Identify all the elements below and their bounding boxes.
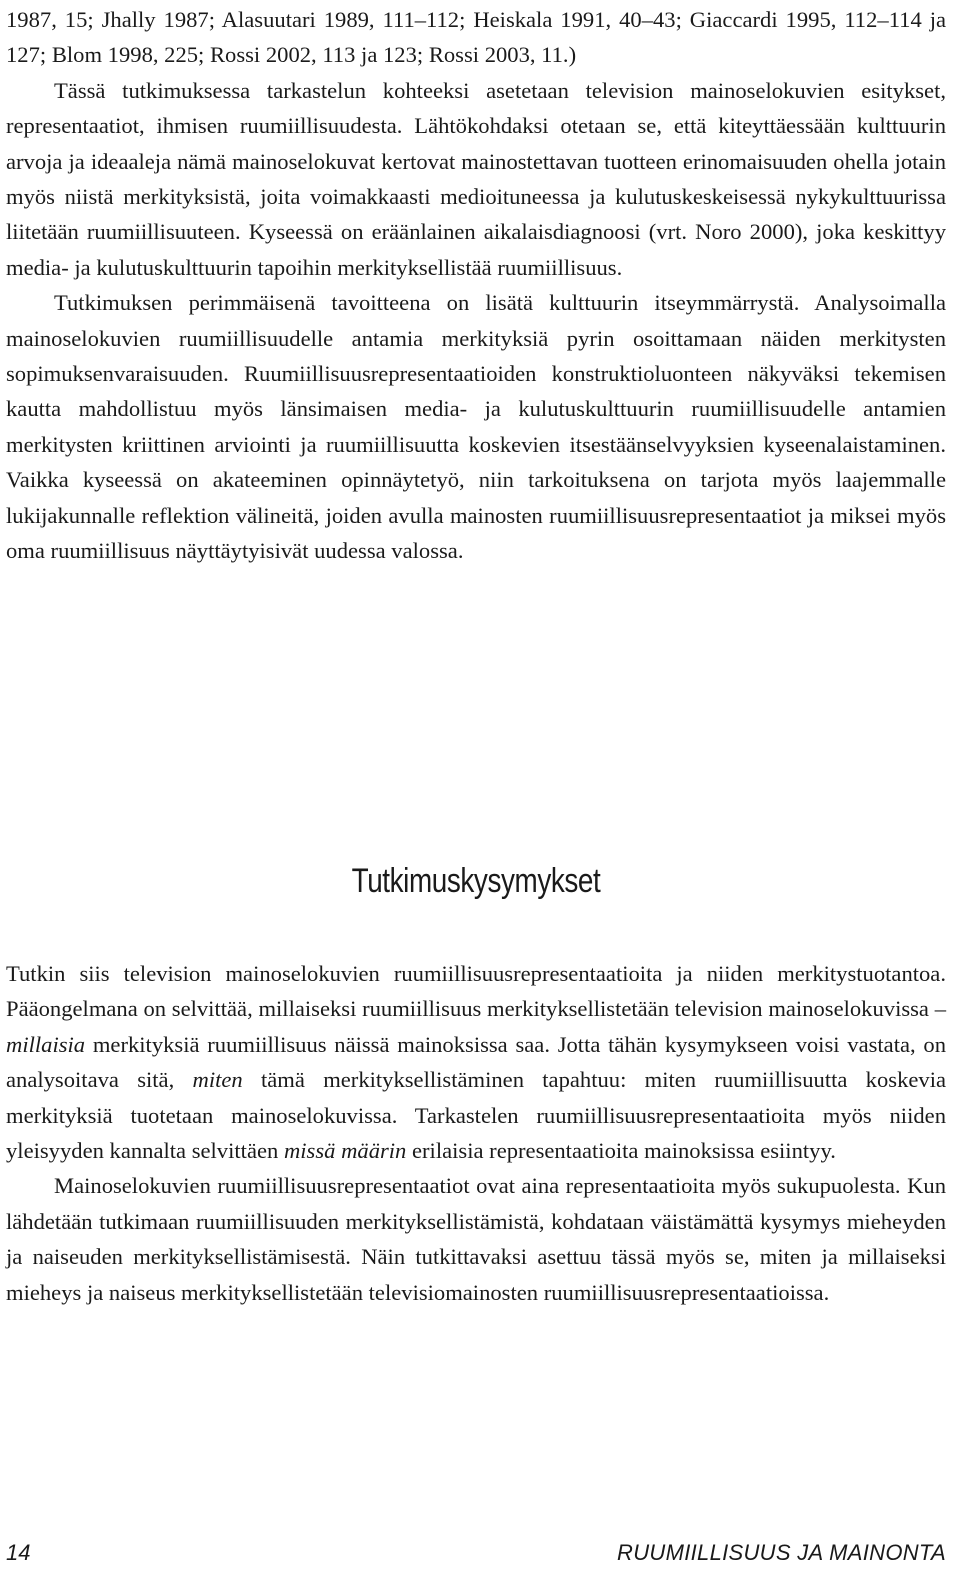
page-footer — [6, 1540, 946, 1570]
intro-text — [6, 2, 946, 569]
page-number: 14 — [6, 1540, 31, 1565]
document-page — [6, 0, 946, 1594]
text-run: tämä merkityksellistäminen tapahtuu: miten ruumiillisuutta koskevia merkityksiä tuotetaan mainoselokuvissa. Tarkastelen ruumiillisuusrepresentaatioita myös niiden yleisyyden kannalta selvittäen — [6, 1067, 946, 1164]
emphasis-millaisia: millaisia — [6, 1031, 86, 1057]
section-text — [6, 956, 946, 1310]
research-question-paragraph — [6, 956, 946, 1168]
running-title: RUUMIILLISUUS JA MAINONTA — [617, 1540, 946, 1565]
emphasis-missa-maarin: missä määrin — [283, 1138, 407, 1164]
text-run: merkityksiä ruumiillisuus näissä mainoksissa saa. Jotta tähän kysymykseen voisi vastata, on analysoitava sitä, — [6, 1031, 946, 1093]
intro-paragraph-aim: Tutkimuksen perimmäisenä tavoitteena on lisätä kulttuurin itseymmärrystä. Analysoimalla mainoselokuvien ruumiillisuudelle antamia merkityksiä pyrin osoittamaan näiden merkitysten sopimuksenvaraisuuden. Ruumiillisuusrepresentaatioiden konstruktioluonteen näkyväksi tekemisen kautta mahdollistuu myös länsimaisen media- ja kulutuskulttuurin ruumiillisuudelle antamien merkitysten kriittinen arviointi ja ruumiillisuutta koskevien itsestäänselvyyksien kyseenalaistaminen. Vaikka kyseessä on akateeminen opinnäytetyö, niin tarkoituksena on tarjota myös laajemmalle lukijakunnalle reflektion välineitä, joiden avulla mainosten ruumiillisuusrepresentaatiot ja miksei myös oma ruumiillisuus näyttäytyisivät uudessa valossa. — [6, 290, 946, 564]
intro-paragraph-citations: 1987, 15; Jhally 1987; Alasuutari 1989, 111–112; Heiskala 1991, 40–43; Giaccardi 1995, 112–114 ja 127; Blom 1998, 225; Rossi 2002, 113 ja 123; Rossi 2003, 11.) — [6, 7, 946, 68]
emphasis-miten: miten — [192, 1067, 243, 1093]
text-run: Tutkin siis television mainoselokuvien ruumiillisuusrepresentaatioita ja niiden merkitystuotantoa. Pääongelmana on selvittää, millaiseksi ruumiillisuus merkityksellistetään television mainoselokuvissa – — [6, 961, 946, 1022]
intro-paragraph-subject: Tässä tutkimuksessa tarkastelun kohteeksi asetetaan television mainoselokuvien esitykset, representaatiot, ihmisen ruumiillisuudesta. Lähtökohdaksi otetaan se, että kiteyttäessään kulttuurin arvoja ja ideaaleja nämä mainoselokuvat kertovat mainostettavan tuotteen erinomaisuuden ohella jotain myös niistä merkityksistä, joita voimakkaasti medioituneessa ja kulutuskeskeisessä nykykulttuurissa liitetään ruumiillisuuteen. Kyseessä on eräänlainen aikalaisdiagnoosi (vrt. Noro 2000), joka keskittyy media- ja kulutuskulttuurin tapoihin merkityksellistää ruumiillisuus. — [6, 77, 946, 280]
text-run: erilaisia representaatioita mainoksissa esiintyy. — [406, 1138, 836, 1164]
gender-paragraph: Mainoselokuvien ruumiillisuusrepresentaatiot ovat aina representaatioita myös sukupuolesta. Kun lähdetään tutkimaan ruumiillisuuden merkityksellistämistä, kohdataan väistämättä kysymys mieheyden ja naiseuden merkityksellistämisestä. Näin tutkittavaksi asettuu tässä myös se, miten ja millaiseksi mieheys ja naiseus merkityksellistetään televisiomainosten ruumiillisuusrepresentaatioissa. — [6, 1173, 946, 1305]
section-heading: Tutkimuskysymykset — [351, 862, 601, 900]
